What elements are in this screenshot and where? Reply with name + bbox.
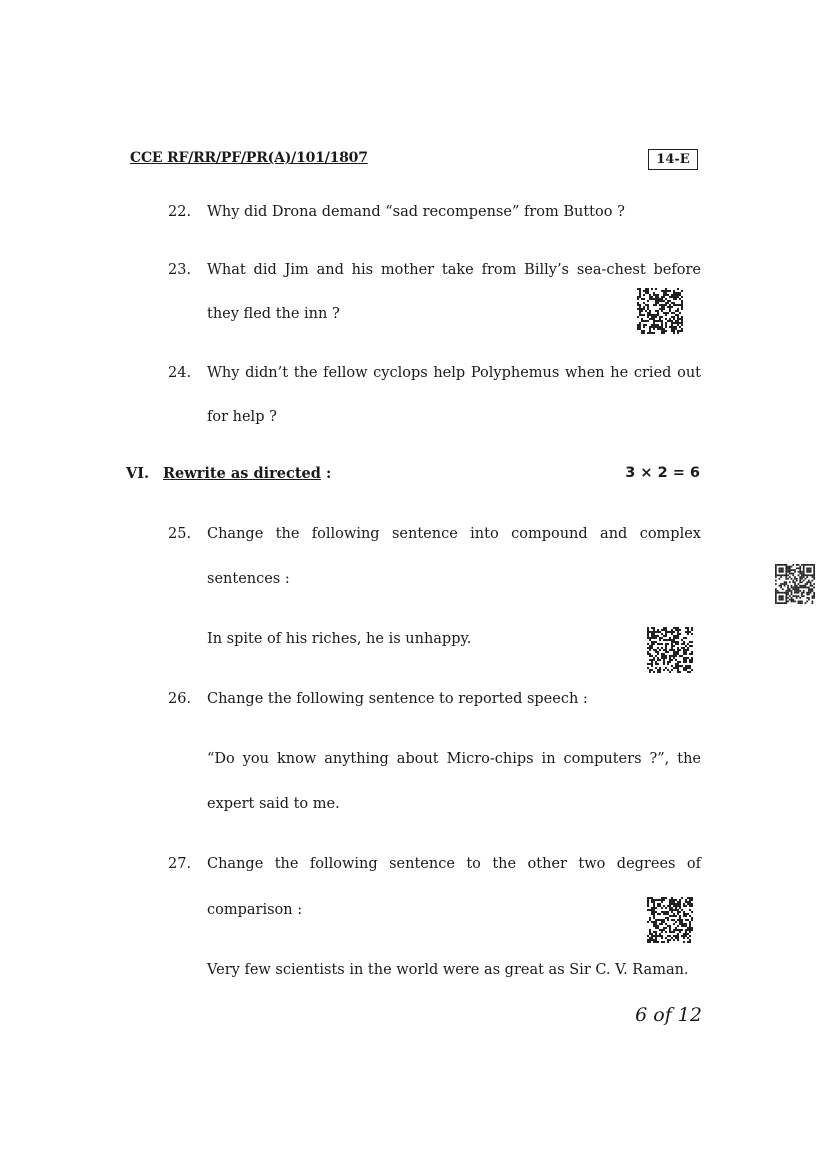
question-text: for help ? [207,409,277,425]
question-text: they fled the inn ? [207,306,340,322]
question-number: 27. [168,856,192,872]
question-text: What did Jim and his mother take from Billy’s sea-chest before [207,262,701,278]
question-text: comparison : [207,902,303,918]
question-number: 23. [168,262,192,278]
question-text: Change the following sentence into compound and complex [207,526,701,542]
qr-code-icon [647,897,693,943]
question-text: Change the following sentence to reported speech : [207,691,588,707]
qr-code-icon [637,288,683,334]
section-number: VI. [126,465,150,482]
section-colon: : [325,465,332,482]
example-sentence: Very few scientists in the world were as great as Sir C. V. Raman. [207,962,689,978]
section-title [163,465,331,482]
example-sentence: expert said to me. [207,796,340,812]
question-number: 25. [168,526,192,542]
page-number: 6 of 12 [635,1004,702,1026]
question-text: Why didn’t the fellow cyclops help Polyphemus when he cried out [207,365,701,381]
section-title-text: Rewrite as directed [163,465,321,482]
question-number: 22. [168,204,192,220]
question-number: 26. [168,691,192,707]
question-text: sentences : [207,571,290,587]
example-sentence: “Do you know anything about Micro-chips in computers ?”, the [207,751,701,767]
question-number: 24. [168,365,192,381]
question-text: Why did Drona demand “sad recompense” from Buttoo ? [207,204,625,220]
version-box: 14-E [648,149,698,170]
qr-code-icon [775,564,815,604]
qr-code-icon [647,627,693,673]
paper-code: CCE RF/RR/PF/PR(A)/101/1807 [130,150,368,166]
section-marks: 3 × 2 = 6 [625,465,700,481]
question-text: Change the following sentence to the other two degrees of [207,856,701,872]
example-sentence: In spite of his riches, he is unhappy. [207,631,472,647]
